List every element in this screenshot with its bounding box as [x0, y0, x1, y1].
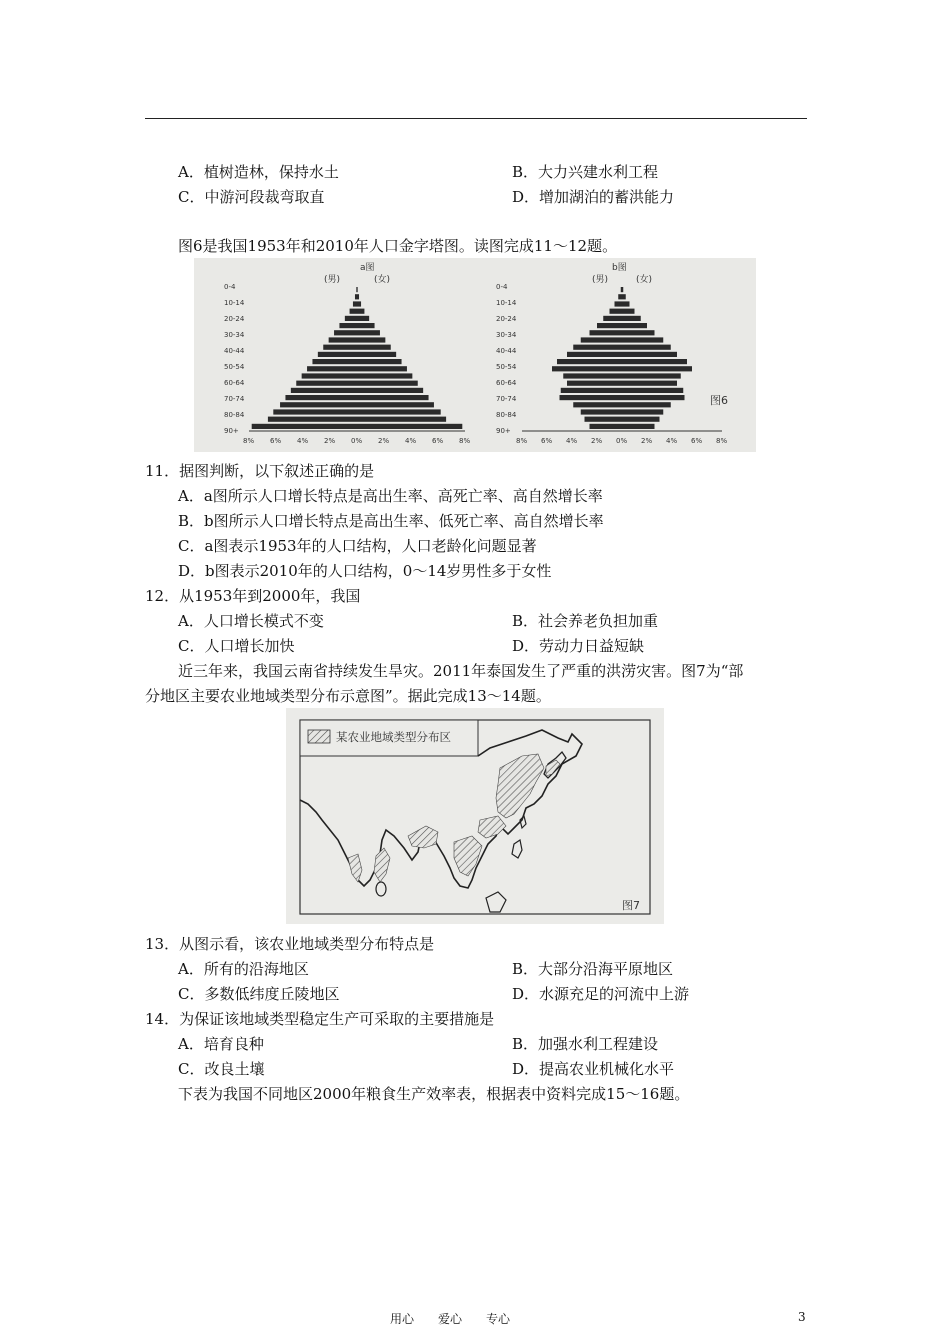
x-tick-label: 4%: [405, 437, 417, 445]
pyramid-bar: [581, 409, 664, 414]
q12-option-a: A．人口增长模式不变: [178, 612, 324, 630]
intro-table: 下表为我国不同地区2000年粮食生产效率表，根据表中资料完成15～16题。: [178, 1085, 690, 1103]
q12-option-d: D．劳动力日益短缺: [512, 637, 645, 655]
pyramid-bar: [573, 402, 671, 407]
age-label: 60-64: [496, 379, 517, 387]
q14-option-b: B．加强水利工程建设: [512, 1035, 659, 1053]
x-tick-label: 4%: [297, 437, 309, 445]
pyramid-bar: [356, 287, 357, 292]
intro-figure7-line1: 近三年来，我国云南省持续发生旱灾。2011年泰国发生了严重的洪涝灾害。图7为“部: [178, 662, 744, 680]
q13-option-a: A．所有的沿海地区: [178, 960, 309, 978]
rice-region-east-china: [496, 754, 544, 818]
pyramid-a-title: a图: [360, 263, 375, 273]
pyramid-bar: [350, 309, 365, 314]
q10-option-d: D．增加湖泊的蓄洪能力: [512, 188, 675, 206]
q13-option-c: C．多数低纬度丘陵地区: [178, 985, 340, 1003]
pyramid-bar: [563, 373, 681, 378]
pyramid-bar: [567, 352, 677, 357]
q11-option-a: A．a图所示人口增长特点是高出生率、高死亡率、高自然增长率: [178, 487, 603, 505]
age-label: 80-84: [224, 411, 245, 419]
rice-region-indochina: [454, 836, 482, 876]
pyramid-bar: [345, 316, 369, 321]
q13-option-b: B．大部分沿海平原地区: [512, 960, 674, 978]
x-tick-label: 8%: [243, 437, 255, 445]
pyramid-bar: [296, 381, 418, 386]
pyramid-bar: [318, 352, 396, 357]
pyramid-bar: [280, 402, 434, 407]
x-tick-label: 0%: [616, 437, 628, 445]
intro-figure6: 图6是我国1953年和2010年人口金字塔图。读图完成11～12题。: [178, 237, 618, 255]
q11-option-b: B．b图所示人口增长特点是高出生率、低死亡率、高自然增长率: [178, 512, 604, 530]
figure-6-population-pyramids: [194, 258, 756, 452]
age-label: 50-54: [224, 363, 245, 371]
pyramid-bar: [567, 381, 677, 386]
x-tick-label: 2%: [324, 437, 336, 445]
pyramid-bar: [573, 345, 671, 350]
legend-label: 某农业地域类型分布区: [336, 730, 451, 744]
q10-option-c: C．中游河段裁弯取直: [178, 188, 325, 206]
age-label: 10-14: [224, 299, 245, 307]
pyramid-bar: [552, 366, 692, 371]
pyramid-bar: [603, 316, 641, 321]
pyramid-bar: [291, 388, 423, 393]
x-tick-label: 4%: [666, 437, 678, 445]
x-tick-label: 0%: [351, 437, 363, 445]
age-label: 30-34: [224, 331, 245, 339]
pyramid-bar: [590, 330, 655, 335]
pyramid-bar: [285, 395, 428, 400]
age-label: 40-44: [496, 347, 517, 355]
q11-stem: 11．据图判断，以下叙述正确的是: [145, 462, 375, 480]
pyramid-bar: [323, 345, 391, 350]
q10-option-a: A．植树造林，保持水土: [178, 163, 339, 181]
pyramid-bar: [353, 301, 361, 306]
age-label: 90+: [224, 427, 239, 435]
x-tick-label: 6%: [270, 437, 282, 445]
pyramid-b-female-label: (女): [636, 275, 653, 285]
pyramid-a-female-label: (女): [374, 275, 391, 285]
q13-option-d: D．水源充足的河流中上游: [512, 985, 690, 1003]
pyramid-b: [496, 262, 727, 445]
map-legend: [300, 720, 478, 756]
q12-stem: 12．从1953年到2000年，我国: [145, 587, 361, 605]
intro-figure7-line2: 分地区主要农业地域类型分布示意图”。据此完成13～14题。: [145, 687, 551, 705]
age-label: 90+: [496, 427, 511, 435]
age-label: 20-24: [496, 315, 517, 323]
age-label: 70-74: [224, 395, 245, 403]
island-sri-lanka: [376, 882, 386, 896]
age-label: 60-64: [224, 379, 245, 387]
age-label: 40-44: [224, 347, 245, 355]
island-borneo: [486, 892, 506, 912]
age-label: 70-74: [496, 395, 517, 403]
island-philippines: [512, 840, 522, 858]
q14-stem: 14．为保证该地域类型稳定生产可采取的主要措施是: [145, 1010, 495, 1028]
age-label: 80-84: [496, 411, 517, 419]
pyramid-bar: [610, 309, 635, 314]
pyramid-a: [224, 262, 470, 445]
page-number: 3: [798, 1310, 806, 1324]
rice-region-south-china: [478, 816, 506, 838]
figure-7-agriculture-map: [286, 708, 664, 924]
pyramid-bar: [302, 373, 413, 378]
pyramid-bar: [615, 301, 630, 306]
pyramid-bar: [585, 417, 660, 422]
pyramid-bar: [312, 359, 401, 364]
pyramid-bar: [307, 366, 407, 371]
figure6-caption: 图6: [710, 394, 728, 407]
pyramid-bar: [618, 294, 626, 299]
pyramid-bar: [561, 388, 684, 393]
legend-hatch-swatch: [308, 730, 330, 743]
rice-region-west-india: [348, 854, 362, 882]
x-tick-label: 8%: [716, 437, 728, 445]
q14-option-d: D．提高农业机械化水平: [512, 1060, 675, 1078]
pyramid-bar: [339, 323, 374, 328]
pyramid-bar: [560, 395, 685, 400]
footer-motto: 用心 爱心 专心: [390, 1312, 511, 1326]
figure7-caption: 图7: [622, 899, 640, 912]
age-label: 30-34: [496, 331, 517, 339]
pyramid-bar: [597, 323, 647, 328]
x-tick-label: 6%: [432, 437, 444, 445]
pyramid-bar: [334, 330, 380, 335]
q14-option-a: A．培育良种: [178, 1035, 264, 1053]
x-tick-label: 8%: [516, 437, 528, 445]
pyramid-bar: [268, 417, 446, 422]
x-tick-label: 8%: [459, 437, 471, 445]
pyramid-b-male-label: (男): [592, 275, 609, 285]
q12-option-b: B．社会养老负担加重: [512, 612, 659, 630]
q13-stem: 13．从图示看，该农业地域类型分布特点是: [145, 935, 435, 953]
q11-option-c: C．a图表示1953年的人口结构，人口老龄化问题显著: [178, 537, 537, 555]
pyramid-bar: [355, 294, 359, 299]
pyramid-bar: [252, 424, 463, 429]
pyramid-bar: [621, 287, 624, 292]
x-tick-label: 2%: [641, 437, 653, 445]
pyramid-bar: [273, 409, 440, 414]
q12-option-c: C．人口增长加快: [178, 637, 295, 655]
rice-region-india-coast: [374, 848, 390, 882]
pyramid-bar: [329, 337, 386, 342]
header-rule: [145, 118, 807, 119]
pyramid-bar: [590, 424, 655, 429]
age-label: 0-4: [496, 283, 508, 291]
age-label: 0-4: [224, 283, 236, 291]
rice-region-bengal: [408, 826, 438, 848]
pyramid-b-title: b图: [612, 263, 627, 273]
x-tick-label: 6%: [691, 437, 703, 445]
pyramid-bar: [557, 359, 687, 364]
age-label: 50-54: [496, 363, 517, 371]
q10-option-b: B．大力兴建水利工程: [512, 163, 659, 181]
age-label: 20-24: [224, 315, 245, 323]
x-tick-label: 2%: [378, 437, 390, 445]
pyramid-a-male-label: (男): [324, 275, 341, 285]
x-tick-label: 6%: [541, 437, 553, 445]
q11-option-d: D．b图表示2010年的人口结构，0～14岁男性多于女性: [178, 562, 552, 580]
island-taiwan: [520, 816, 526, 828]
q14-option-c: C．改良土壤: [178, 1060, 265, 1078]
age-label: 10-14: [496, 299, 517, 307]
pyramid-bar: [581, 337, 664, 342]
x-tick-label: 4%: [566, 437, 578, 445]
x-tick-label: 2%: [591, 437, 603, 445]
